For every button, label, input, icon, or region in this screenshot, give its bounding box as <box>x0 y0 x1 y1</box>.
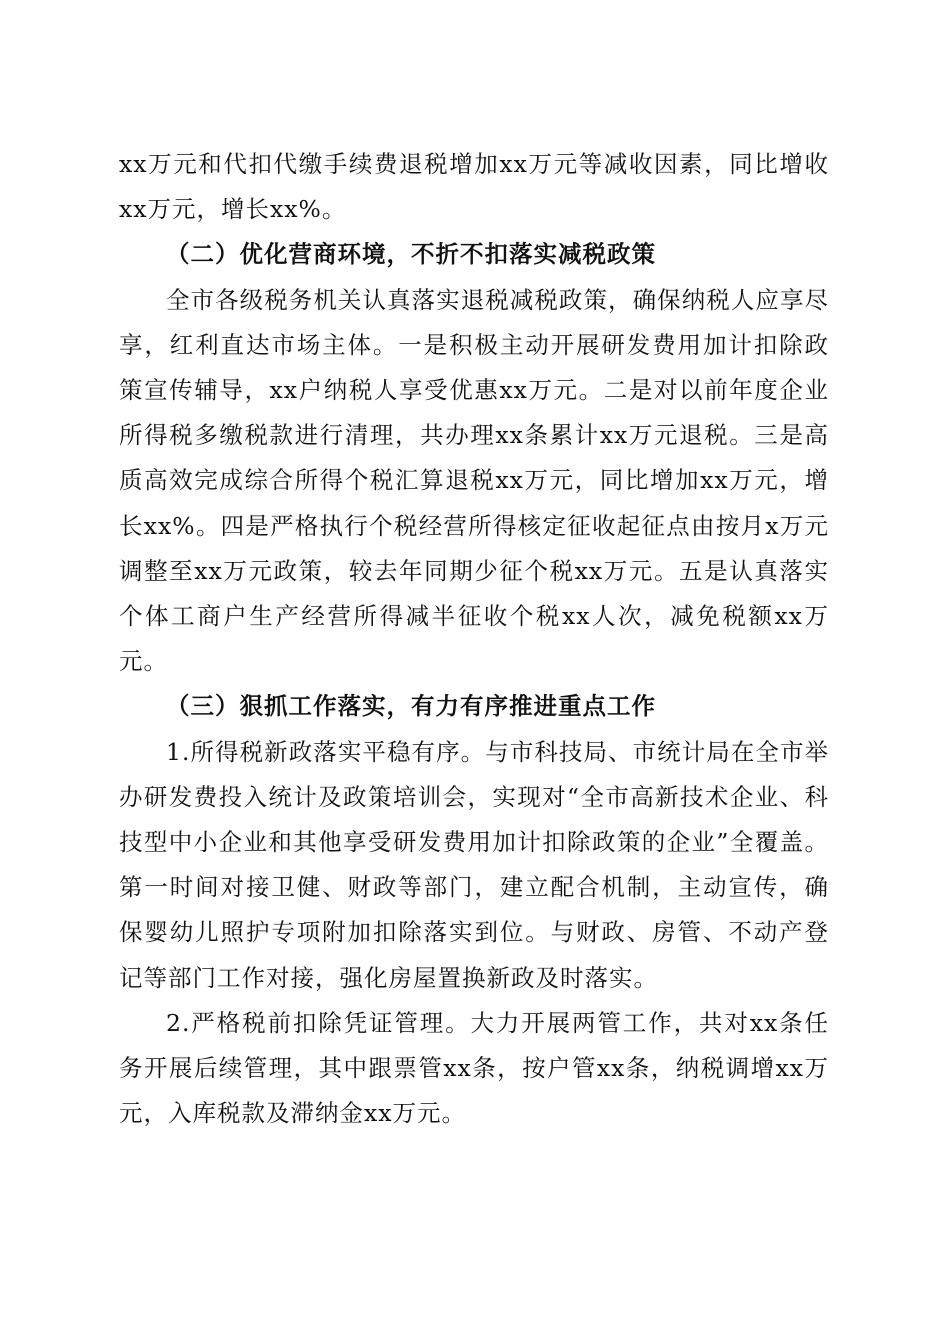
paragraph-continued: xx万元和代扣代缴手续费退税增加xx万元等减收因素，同比增收xx万元，增长xx%。 <box>119 150 829 224</box>
section-heading-2: （二）优化营商环境，不折不扣落实减税政策 <box>166 240 656 269</box>
section-heading-3: （三）狠抓工作落实，有力有序推进重点工作 <box>166 692 656 721</box>
paragraph-item-1: 1.所得税新政落实平稳有序。与市科技局、市统计局在全市举办研发费投入统计及政策培训会，实现对“全市高新技术企业、科技型中小企业和其他享受研发费用加计扣除政策的企业”全覆盖。第一时间对接卫健、财政等部门，建立配合机制，主动宣传，确保婴幼儿照护专项附加扣除落实到位。与财政、房管、不动产登记等部门工作对接，强化房屋置换新政及时落实。 <box>119 737 829 992</box>
paragraph-item-2: 2.严格税前扣除凭证管理。大力开展两管工作，共对xx条任务开展后续管理，其中跟票管xx条，按户管xx条，纳税调增xx万元，入库税款及滞纳金xx万元。 <box>119 1008 829 1128</box>
document-body <box>119 142 829 1136</box>
paragraph-section-2: 全市各级税务机关认真落实退税减税政策，确保纳税人应享尽享，红利直达市场主体。一是积极主动开展研发费用加计扣除政策宣传辅导，xx户纳税人享受优惠xx万元。二是对以前年度企业所得税多缴税款进行清理，共办理xx条累计xx万元退税。三是高质高效完成综合所得个税汇算退税xx万元，同比增加xx万元，增长xx%。四是严格执行个税经营所得核定征收起征点由按月x万元调整至xx万元政策，较去年同期少征个税xx万元。五是认真落实个体工商户生产经营所得减半征收个税xx人次，减免税额xx万元。 <box>119 285 829 676</box>
